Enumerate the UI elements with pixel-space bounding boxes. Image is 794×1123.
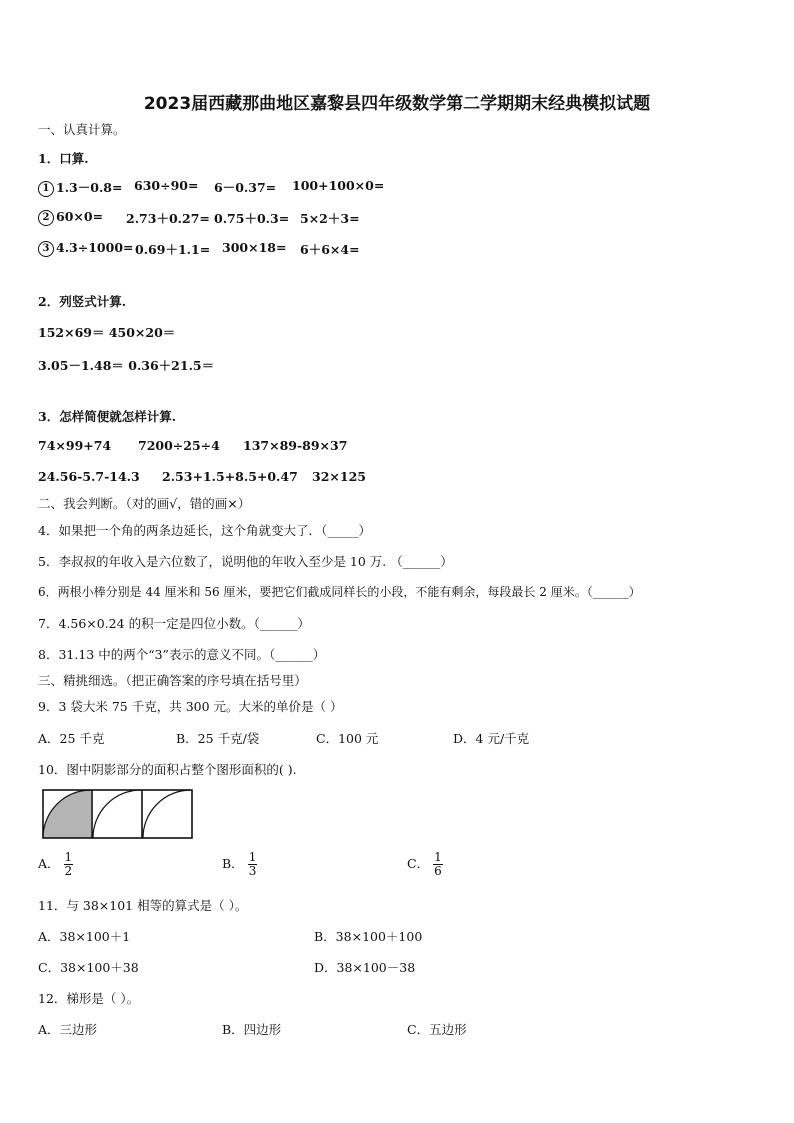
circled-number-1: 1 bbox=[38, 181, 54, 197]
question-4: 4．如果把一个角的两条边延长，这个角就变大了．（_____） bbox=[38, 523, 371, 538]
math-item: 1.3－0.8= bbox=[56, 180, 123, 195]
option-a: A． $\frac{1}{2}$ bbox=[38, 850, 73, 878]
math-item: 60×0= bbox=[56, 209, 104, 224]
question-12-stem: 12．梯形是（ ）。 bbox=[38, 991, 140, 1006]
math-item: 100+100×0= bbox=[292, 178, 385, 193]
option-a: A．38×100＋1 bbox=[38, 929, 131, 944]
option-d: D．38×100－38 bbox=[314, 960, 416, 975]
math-item: 5×2＋3= bbox=[300, 211, 360, 226]
circled-number-2: 2 bbox=[38, 210, 54, 226]
option-c: C． $\frac{1}{6}$ bbox=[407, 850, 442, 878]
section-heading-2: 二、我会判断。（对的画√，错的画×） bbox=[38, 496, 251, 511]
question-3-label: 3．怎样简便就怎样计算. bbox=[38, 409, 177, 424]
column-calc-row-1: 152×69＝ 450×20＝ bbox=[38, 325, 176, 340]
simplify-item: 32×125 bbox=[312, 469, 366, 484]
simplify-item: 24.56-5.7-14.3 bbox=[38, 469, 140, 484]
shaded-area-figure bbox=[42, 789, 194, 839]
option-b: B．25 千克/袋 bbox=[176, 731, 260, 746]
page-title: 2023届西藏那曲地区嘉黎县四年级数学第二学期期末经典模拟试题 bbox=[143, 94, 651, 114]
question-11-stem: 11．与 38×101 相等的算式是（ ）。 bbox=[38, 898, 248, 913]
simplify-item: 137×89-89×37 bbox=[243, 438, 348, 453]
fraction: $\frac{1}{6}$ bbox=[434, 850, 442, 878]
math-item: 6－0.37= bbox=[214, 180, 277, 195]
question-5: 5．李叔叔的年收入是六位数了，说明他的年收入至少是 10 万. （______） bbox=[38, 554, 453, 569]
circled-number-3: 3 bbox=[38, 241, 54, 257]
option-a: A．25 千克 bbox=[38, 731, 105, 746]
math-item: 0.75＋0.3= bbox=[214, 211, 290, 226]
option-c: C．38×100＋38 bbox=[38, 960, 139, 975]
question-6: 6．两根小棒分别是 44 厘米和 56 厘米，要把它们截成同样长的小段，不能有剩余，每段最长 2 厘米。（______） bbox=[38, 585, 641, 599]
option-b: B． $\frac{1}{3}$ bbox=[222, 850, 257, 878]
math-item: 300×18= bbox=[222, 240, 287, 255]
fraction: $\frac{1}{2}$ bbox=[64, 850, 73, 878]
section-heading-3: 三、精挑细选。（把正确答案的序号填在括号里） bbox=[38, 673, 307, 688]
option-b: B．38×100＋100 bbox=[314, 929, 423, 944]
question-9-stem: 9．3 袋大米 75 千克，共 300 元。大米的单价是（ ） bbox=[38, 699, 343, 714]
math-item: 630÷90= bbox=[134, 178, 199, 193]
option-b: B．四边形 bbox=[222, 1022, 282, 1037]
simplify-item: 7200÷25÷4 bbox=[138, 438, 220, 453]
simplify-item: 74×99+74 bbox=[38, 438, 112, 453]
column-calc-row-2: 3.05－1.48＝ 0.36＋21.5＝ bbox=[38, 358, 215, 373]
question-7: 7．4.56×0.24 的积一定是四位小数。（______） bbox=[38, 616, 310, 631]
math-item: 0.69＋1.1= bbox=[135, 242, 211, 257]
question-1-label: 1．口算. bbox=[38, 151, 89, 166]
question-8: 8．31.13 中的两个“3”表示的意义不同。（______） bbox=[38, 647, 326, 662]
simplify-item: 2.53+1.5+8.5+0.47 bbox=[162, 469, 298, 484]
fraction: $\frac{1}{3}$ bbox=[248, 850, 257, 878]
section-heading-1: 一、认真计算。 bbox=[38, 122, 126, 137]
question-10-stem: 10．图中阴影部分的面积占整个图形面积的( ). bbox=[38, 762, 297, 777]
question-2-label: 2．列竖式计算. bbox=[38, 294, 127, 309]
option-c: C．五边形 bbox=[407, 1022, 467, 1037]
math-item: 4.3÷1000= bbox=[56, 240, 134, 255]
option-d: D．4 元/千克 bbox=[453, 731, 530, 746]
option-a: A．三边形 bbox=[38, 1022, 98, 1037]
math-item: 2.73＋0.27= bbox=[126, 211, 210, 226]
math-item: 6＋6×4= bbox=[300, 242, 360, 257]
option-c: C．100 元 bbox=[316, 731, 379, 746]
